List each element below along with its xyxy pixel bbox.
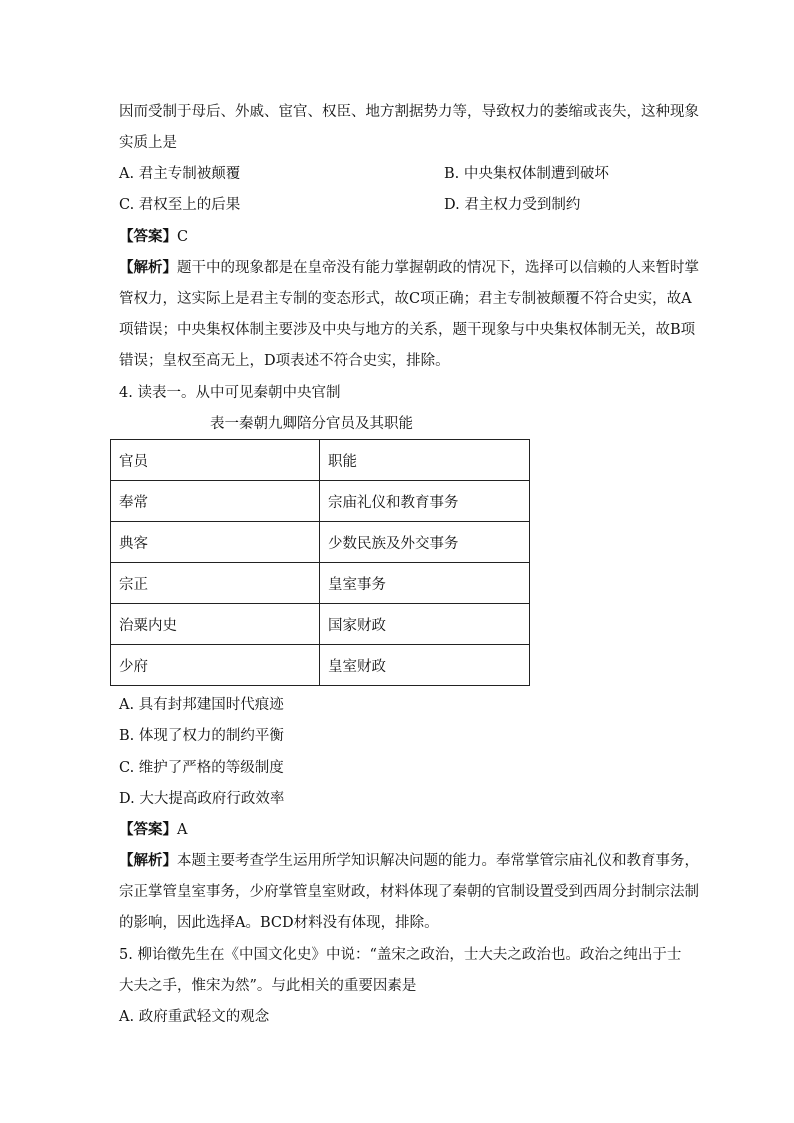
q4-analysis-text-1: 本题主要考查学生运用所学知识解决问题的能力。奉常掌管宗庙礼仪和教育事务， (177, 853, 699, 869)
q4-analysis-line-2: 宗正掌管皇室事务，少府掌管皇室财政，材料体现了秦朝的官制设置受到西周分封制宗法制 (119, 884, 699, 900)
q3-analysis-line-1 (119, 258, 699, 278)
q4-answer-value: A (177, 822, 188, 838)
officials-table (110, 439, 530, 686)
q3-answer-value: C (177, 229, 189, 245)
q3-stem-line-2: 实质上是 (119, 135, 177, 151)
q3-option-d: D. 君主权力受到制约 (444, 197, 581, 213)
q3-analysis-line-4: 错误；皇权至高无上，D项表述不符合史实，排除。 (119, 353, 450, 369)
official-cell: 治粟内史 (111, 604, 320, 645)
q3-answer-label: 【答案】 (119, 228, 177, 245)
q3-option-b: B. 中央集权体制遭到破坏 (444, 166, 609, 182)
table-row (111, 481, 530, 522)
q3-analysis-text-1: 题干中的现象都是在皇帝没有能力掌握朝政的情况下，选择可以信赖的人来暂时掌 (177, 260, 699, 276)
q4-option-d: D. 大大提高政府行政效率 (119, 791, 285, 807)
table-header-row (111, 440, 530, 481)
official-cell: 少府 (111, 645, 320, 686)
q5-stem-line-1: 5. 柳诒徵先生在《中国文化史》中说：“盖宋之政治，士大夫之政治也。政治之纯出于士 (119, 947, 682, 963)
q4-stem: 4. 读表一。从中可见秦朝中央官制 (119, 385, 341, 401)
q4-analysis-line-1 (119, 851, 699, 871)
table-caption: 表一秦朝九卿陪分官员及其职能 (210, 416, 413, 432)
official-cell: 典客 (111, 522, 320, 563)
q3-analysis-label: 【解析】 (119, 259, 177, 276)
official-cell: 奉常 (111, 481, 320, 522)
header-cell-official: 官员 (111, 440, 320, 481)
duty-cell: 皇室财政 (320, 645, 530, 686)
q4-analysis-label: 【解析】 (119, 852, 177, 869)
q4-answer-label: 【答案】 (119, 821, 177, 838)
q4-option-b: B. 体现了权力的制约平衡 (119, 728, 284, 744)
table-row (111, 563, 530, 604)
duty-cell: 皇室事务 (320, 563, 530, 604)
table-row (111, 604, 530, 645)
q3-analysis-line-2: 管权力，这实际上是君主专制的变态形式，故C项正确；君主专制被颠覆不符合史实，故A (119, 291, 692, 307)
q4-analysis-line-3: 的影响，因此选择A。BCD材料没有体现，排除。 (119, 915, 439, 931)
duty-cell: 国家财政 (320, 604, 530, 645)
q5-option-a: A. 政府重武轻文的观念 (119, 1009, 270, 1025)
header-cell-duty: 职能 (320, 440, 530, 481)
duty-cell: 宗庙礼仪和教育事务 (320, 481, 530, 522)
q3-stem-line-1: 因而受制于母后、外戚、宦官、权臣、地方割据势力等，导致权力的萎缩或丧失，这种现象 (119, 104, 699, 120)
q4-option-c: C. 维护了严格的等级制度 (119, 760, 284, 776)
official-cell: 宗正 (111, 563, 320, 604)
q4-answer (119, 820, 187, 840)
table-row (111, 522, 530, 563)
q3-analysis-line-3: 项错误；中央集权体制主要涉及中央与地方的关系，题干现象与中央集权体制无关，故B项 (119, 322, 696, 338)
q3-option-c: C. 君权至上的后果 (119, 197, 241, 213)
q4-option-a: A. 具有封邦建国时代痕迹 (119, 697, 284, 713)
q5-stem-line-2: 大夫之手，惟宋为然”。与此相关的重要因素是 (119, 978, 417, 994)
q3-answer (119, 227, 188, 247)
table-row (111, 645, 530, 686)
q3-option-a: A. 君主专制被颠覆 (119, 166, 241, 182)
duty-cell: 少数民族及外交事务 (320, 522, 530, 563)
